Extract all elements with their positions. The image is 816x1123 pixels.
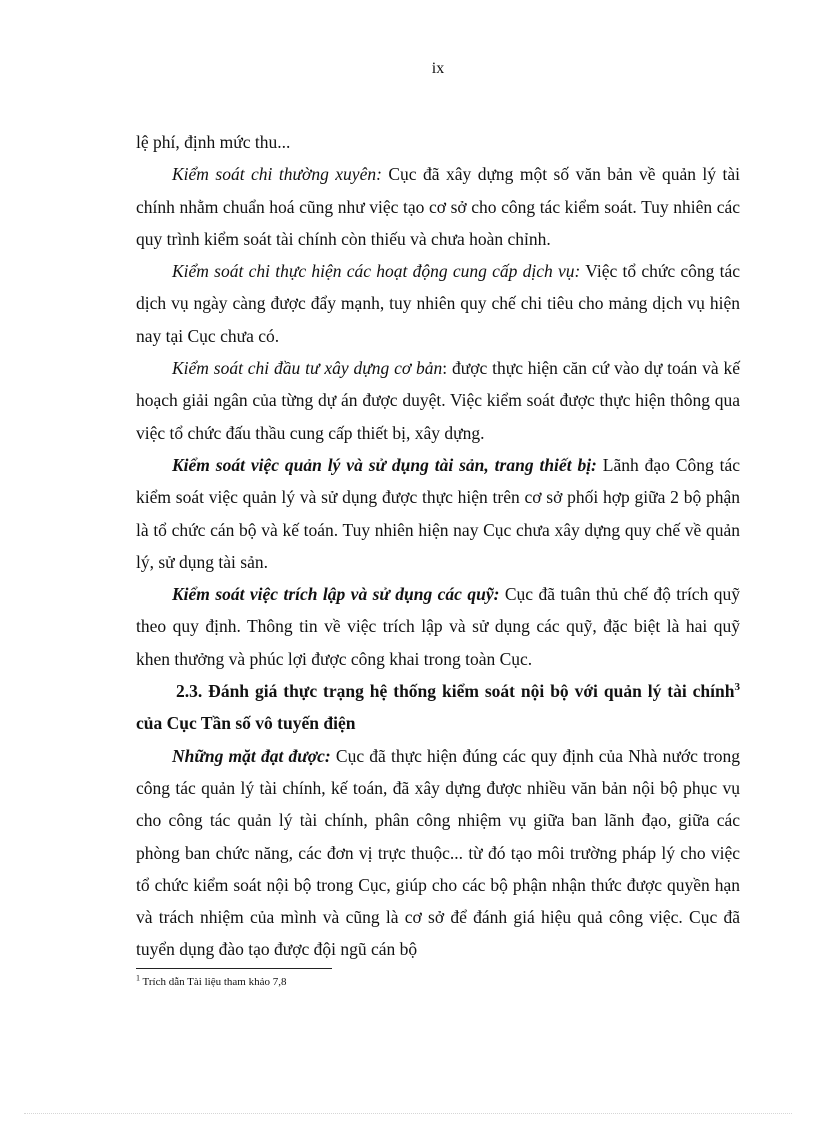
- paragraph-fee-continuation: [136, 126, 740, 158]
- paragraph-text: : được thực hiện căn cứ vào dự toán và kế hoạch giải ngân của từng dự án được duyệt. Việc kiểm soát được thực hiện thông qua việc tổ chức đấu thầu cung cấp thiết bị, xây dựng.: [136, 358, 740, 443]
- footnote-reference: 3: [734, 681, 740, 694]
- paragraph-capital-investment-control: [136, 352, 740, 449]
- paragraph-text: Cục đã tuân thủ chế độ trích quỹ theo quy định. Thông tin về việc trích lập và sử dụng các quỹ, đặc biệt là hai quỹ khen thưởng và phúc lợi được công khai trong toàn Cục.: [136, 584, 740, 669]
- paragraph-achievements: [136, 740, 740, 966]
- paragraph-text: Việc tổ chức công tác dịch vụ ngày càng được đẩy mạnh, tuy nhiên quy chế chi tiêu cho mảng dịch vụ hiện nay tại Cục chưa có.: [136, 261, 741, 346]
- footnote-text: Trích dẫn Tài liệu tham khảo 7,8: [140, 976, 287, 988]
- heading-text-continued: của Cục Tần số vô tuyến điện: [136, 713, 356, 734]
- paragraph-text: Cục đã thực hiện đúng các quy định của Nhà nước trong công tác quản lý tài chính, kế toán, đã xây dựng được nhiều văn bản nội bộ phục vụ cho công tác quản lý tài chính, phân công nhiệm vụ giữa ban lãnh đạo, giữa các phòng ban chức năng, các đơn vị trực thuộc... từ đó tạo môi trường pháp lý cho việc tổ chức kiểm soát nội bộ trong Cục, giúp cho các bộ phận nhận thức được quyền hạn và trách nhiệm của mình và cũng là cơ sở để đánh giá hiệu quả công việc. Cục đã tuyển dụng đào tạo được đội ngũ cán bộ: [136, 745, 740, 960]
- paragraph-text: Lãnh đạo Công tác kiểm soát việc quản lý và sử dụng được thực hiện trên cơ sở phối hợp giữa 2 bộ phận là tổ chức cán bộ và kế toán. Tuy nhiên hiện nay Cục chưa xây dựng quy chế về quản lý, sử dụng tài sản.: [136, 454, 740, 572]
- section-heading: [136, 675, 740, 740]
- paragraph-lead: Kiểm soát việc quản lý và sử dụng tài sản, trang thiết bị:: [172, 454, 597, 475]
- paragraph-lead: Kiểm soát chi thực hiện các hoạt động cung cấp dịch vụ:: [172, 261, 581, 282]
- footnote-number: 1: [136, 973, 140, 983]
- paragraph-service-expenditure-control: [136, 255, 740, 352]
- footnote: [136, 975, 286, 989]
- page-number: ix: [431, 60, 445, 77]
- heading-text: 2.3. Đánh giá thực trạng hệ thống kiểm soát nội bộ với quản lý tài chính: [176, 681, 735, 702]
- paragraph-fund-control: [136, 578, 740, 675]
- body-text: [136, 126, 740, 966]
- paragraph-lead: Kiểm soát chi đầu tư xây dựng cơ bản: [172, 358, 443, 379]
- paragraph-lead: Kiểm soát việc trích lập và sử dụng các quỹ:: [172, 584, 500, 605]
- paragraph-asset-management-control: [136, 449, 740, 578]
- page-bottom-border: [24, 1113, 792, 1114]
- paragraph-text: lệ phí, định mức thu...: [136, 132, 291, 152]
- paragraph-regular-expenditure-control: [136, 158, 740, 255]
- paragraph-lead: Kiểm soát chi thường xuyên:: [172, 164, 382, 185]
- paragraph-lead: Những mặt đạt được:: [172, 745, 331, 766]
- footnote-separator: [136, 968, 332, 969]
- paragraph-text: Cục đã xây dựng một số văn bản về quản lý tài chính nhằm chuẩn hoá cũng như việc tạo cơ sở cho công tác kiểm soát. Tuy nhiên các quy trình kiểm soát tài chính còn thiếu và chưa hoàn chỉnh.: [136, 164, 740, 249]
